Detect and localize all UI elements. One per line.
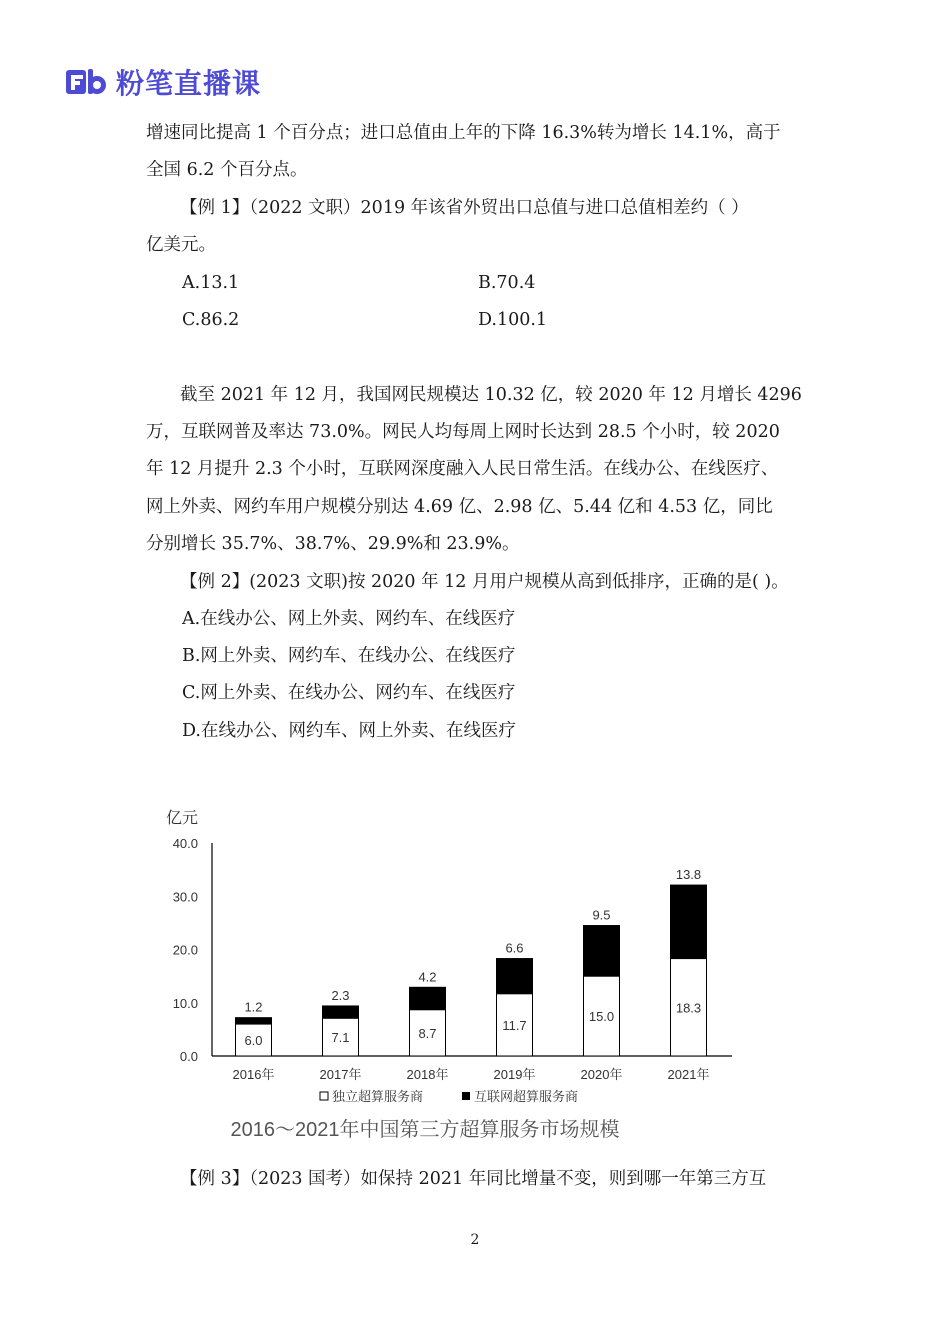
passage2-line-5: 分别增长 35.7%、38.7%、29.9%和 23.9%。 <box>146 534 520 554</box>
y-tick-label: 30.0 <box>172 889 198 905</box>
page-number: 2 <box>470 1232 480 1248</box>
example1-option-c: C.86.2 <box>182 310 240 330</box>
passage2-line-1: 截至 2021 年 12 月，我国网民规模达 10.32 亿，较 2020 年 12 月增长 4296 <box>180 385 802 405</box>
y-tick-label: 40.0 <box>172 836 198 851</box>
example1-stem-line-2: 亿美元。 <box>146 235 216 255</box>
logo-text: 粉笔直播课 <box>116 67 262 100</box>
data-label-internet: 2.3 <box>331 987 350 1003</box>
x-tick-label: 2018年 <box>406 1067 449 1082</box>
intro-line-1: 增速同比提高 1 个百分点；进口总值由上年的下降 16.3%转为增长 14.1%，高于 <box>146 123 781 143</box>
data-label-internet: 4.2 <box>418 969 437 985</box>
example2-option-b: B.网上外卖、网约车、在线办公、在线医疗 <box>182 646 516 666</box>
chart-title: 2016～2021年中国第三方超算服务市场规模 <box>230 1119 620 1141</box>
bar-segment-internet <box>497 959 533 994</box>
example1-option-a: A.13.1 <box>182 273 240 293</box>
passage2-line-3: 年 12 月提升 2.3 个小时，互联网深度融入人民日常生活。在线办公、在线医疗、 <box>146 459 779 479</box>
bar-segment-internet <box>671 885 707 958</box>
x-tick-label: 2020年 <box>580 1067 623 1082</box>
data-label-independent: 15.0 <box>588 1009 615 1025</box>
y-tick-label: 20.0 <box>172 942 198 958</box>
data-label-independent: 11.7 <box>502 1017 527 1033</box>
x-tick-label: 2021年 <box>667 1067 710 1082</box>
data-label-independent: 18.3 <box>675 1000 702 1016</box>
y-axis-label: 亿元 <box>166 810 199 827</box>
brand-logo <box>66 62 261 102</box>
data-label-internet: 9.5 <box>592 907 611 923</box>
y-tick-label: 0.0 <box>179 1049 198 1064</box>
data-label-independent: 6.0 <box>244 1033 263 1049</box>
stacked-bar-chart <box>160 800 760 1150</box>
data-label-internet: 13.8 <box>675 867 702 883</box>
y-tick-label: 10.0 <box>172 995 198 1011</box>
example2-stem: 【例 2】(2023 文职)按 2020 年 12 月用户规模从高到低排序，正确的是( )。 <box>180 572 789 592</box>
data-label-independent: 8.7 <box>418 1025 437 1041</box>
legend-swatch-internet <box>462 1092 470 1100</box>
intro-line-2: 全国 6.2 个百分点。 <box>146 160 308 180</box>
example1-option-b: B.70.4 <box>478 273 536 293</box>
example2-option-c: C.网上外卖、在线办公、网约车、在线医疗 <box>182 683 516 703</box>
passage2-line-4: 网上外卖、网约车用户规模分别达 4.69 亿、2.98 亿、5.44 亿和 4.53 亿，同比 <box>146 497 773 517</box>
legend-label-independent: 独立超算服务商 <box>332 1089 424 1104</box>
example2-option-d: D.在线办公、网约车、网上外卖、在线医疗 <box>182 721 516 741</box>
passage2-line-2: 万，互联网普及率达 73.0%。网民人均每周上网时长达到 28.5 个小时，较 2020 <box>146 422 780 442</box>
fb-logo-icon <box>66 67 108 97</box>
example3-stem: 【例 3】（2023 国考）如保持 2021 年同比增量不变，则到哪一年第三方互 <box>180 1169 767 1189</box>
bar-segment-internet <box>584 926 620 977</box>
example1-stem-line-1: 【例 1】（2022 文职）2019 年该省外贸出口总值与进口总值相差约（ ） <box>180 198 749 218</box>
x-tick-label: 2017年 <box>319 1067 362 1082</box>
bar-segment-internet <box>410 987 446 1009</box>
legend-swatch-independent <box>320 1092 328 1100</box>
legend-label-internet: 互联网超算服务商 <box>474 1089 579 1104</box>
example1-option-d: D.100.1 <box>478 310 548 330</box>
x-tick-label: 2016年 <box>232 1067 275 1082</box>
bar-segment-internet <box>323 1006 359 1018</box>
bar-segment-internet <box>236 1018 272 1024</box>
data-label-internet: 6.6 <box>505 940 524 956</box>
data-label-independent: 7.1 <box>331 1030 350 1046</box>
data-label-internet: 1.2 <box>244 999 263 1015</box>
x-tick-label: 2019年 <box>493 1067 536 1082</box>
example2-option-a: A.在线办公、网上外卖、网约车、在线医疗 <box>182 609 516 629</box>
